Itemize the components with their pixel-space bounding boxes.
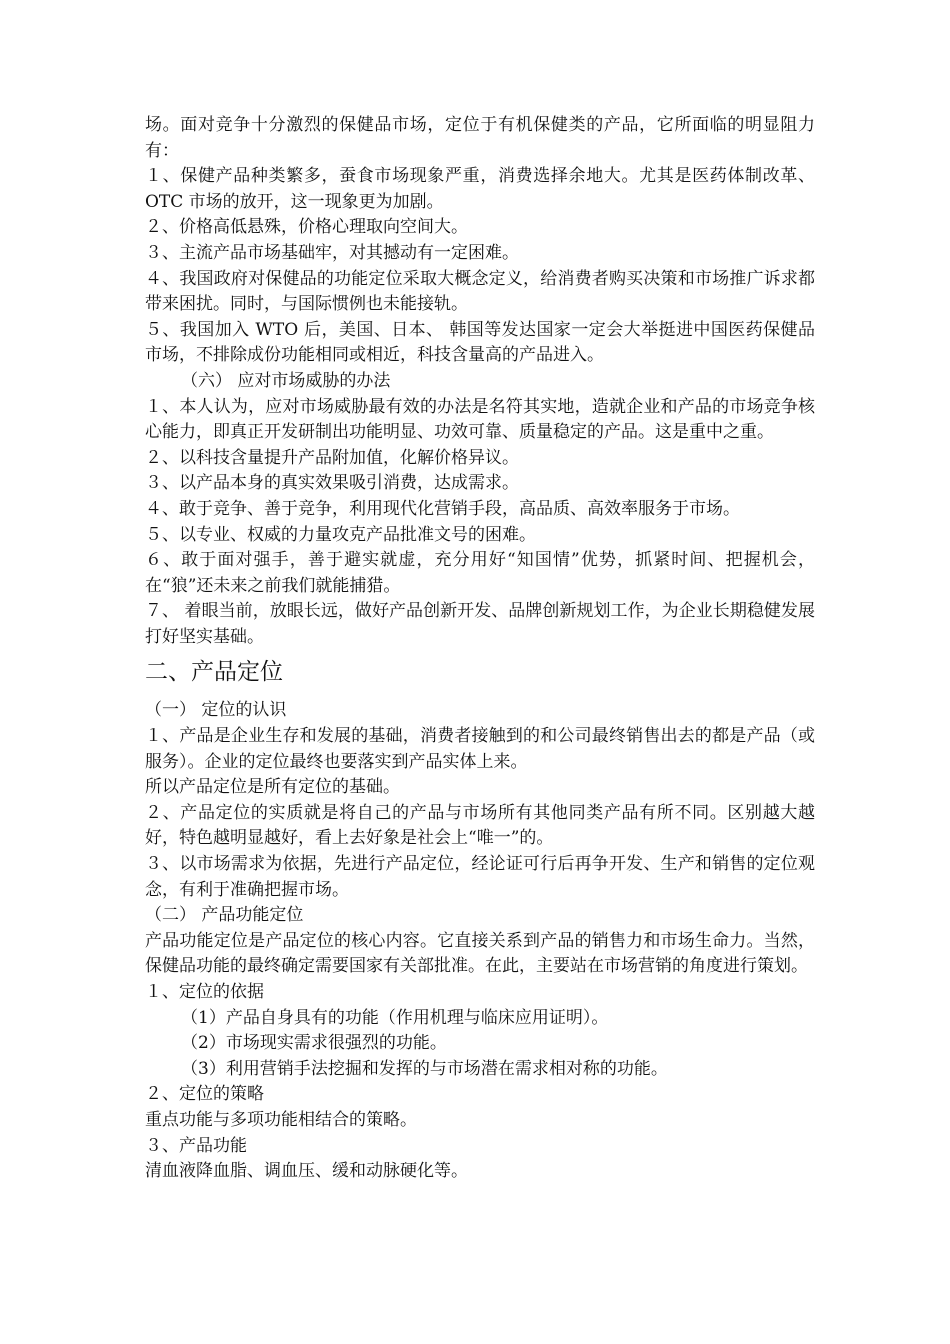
- section-heading: （六） 应对市场威胁的办法: [181, 370, 391, 391]
- document-page: [145, 113, 815, 1185]
- list-item: ３、主流产品市场基础牢，对其撼动有一定困难。: [145, 242, 519, 263]
- list-item: ３、以产品本身的真实效果吸引消费，达成需求。: [145, 473, 519, 494]
- list-item: ６、敢于面对强手，善于避实就虚，充分用好“知国情”优势，抓紧时间、把握机会，在“狼”还未来之前我们就能捕猎。: [145, 550, 815, 596]
- list-item: （3）利用营销手法挖掘和发挥的与市场潜在需求相对称的功能。: [181, 1058, 668, 1079]
- subsection-heading: １、定位的依据: [145, 982, 264, 1002]
- list-item: ２、产品定位的实质就是将自己的产品与市场所有其他同类产品有所不同。区别越大越好，特色越明显越好，看上去好象是社会上“唯一”的。: [145, 802, 815, 849]
- list-item: ２、以科技含量提升产品附加值，化解价格异议。: [145, 447, 519, 468]
- list-item: １、保健产品种类繁多，蚕食市场现象严重，消费选择余地大。尤其是医药体制改革、OTC 市场的放开，这一现象更为加剧。: [145, 166, 815, 212]
- subsection-heading: ３、产品功能: [145, 1135, 247, 1156]
- list-item: （1）产品自身具有的功能（作用机理与临床应用证明）。: [181, 1007, 609, 1028]
- list-item: １、本人认为，应对市场威胁最有效的办法是名符其实地，造就企业和产品的市场竞争核心能力，即真正开发研制出功能明显、功效可靠、质量稳定的产品。这是重中之重。: [145, 396, 815, 443]
- chapter-heading: 二、产品定位: [145, 659, 283, 686]
- paragraph: 产品功能定位是产品定位的核心内容。它直接关系到产品的销售力和市场生命力。当然，保健品功能的最终确定需要国家有关部批准。在此，主要站在市场营销的角度进行策划。: [145, 930, 815, 977]
- subsection-heading: ２、定位的策略: [145, 1084, 264, 1105]
- paragraph: 场。面对竞争十分激烈的保健品市场，定位于有机保健类的产品，它所面临的明显阻力有：: [145, 115, 815, 161]
- list-item: ４、敢于竞争、善于竞争，利用现代化营销手段，高品质、高效率服务于市场。: [145, 498, 740, 519]
- list-item: １、产品是企业生存和发展的基础，消费者接触到的和公司最终销售出去的都是产品（或服务）。企业的定位最终也要落实到产品实体上来。: [145, 726, 815, 772]
- list-item: ２、价格高低悬殊，价格心理取向空间大。: [145, 217, 468, 238]
- list-item: （2）市场现实需求很强烈的功能。: [181, 1033, 447, 1054]
- paragraph: 清血液降血脂、调血压、缓和动脉硬化等。: [145, 1161, 468, 1182]
- paragraph: 所以产品定位是所有定位的基础。: [145, 777, 400, 798]
- list-item: ７、 着眼当前，放眼长远，做好产品创新开发、品牌创新规划工作，为企业长期稳健发展打好坚实基础。: [145, 601, 815, 647]
- section-heading: （二） 产品功能定位: [145, 905, 304, 926]
- list-item: ３、以市场需求为依据，先进行产品定位，经论证可行后再争开发、生产和销售的定位观念，有利于准确把握市场。: [145, 854, 815, 900]
- paragraph: 重点功能与多项功能相结合的策略。: [145, 1109, 417, 1130]
- list-item: ５、我国加入 WTO 后，美国、日本、 韩国等发达国家一定会大举挺进中国医药保健品市场，不排除成份功能相同或相近，科技含量高的产品进入。: [145, 319, 815, 366]
- list-item: ５、以专业、权威的力量攻克产品批准文号的困难。: [145, 524, 536, 545]
- list-item: ４、我国政府对保健品的功能定位采取大概念定义，给消费者购买决策和市场推广诉求都带来困扰。同时，与国际惯例也未能接轨。: [145, 268, 815, 315]
- section-heading: （一） 定位的认识: [145, 700, 287, 721]
